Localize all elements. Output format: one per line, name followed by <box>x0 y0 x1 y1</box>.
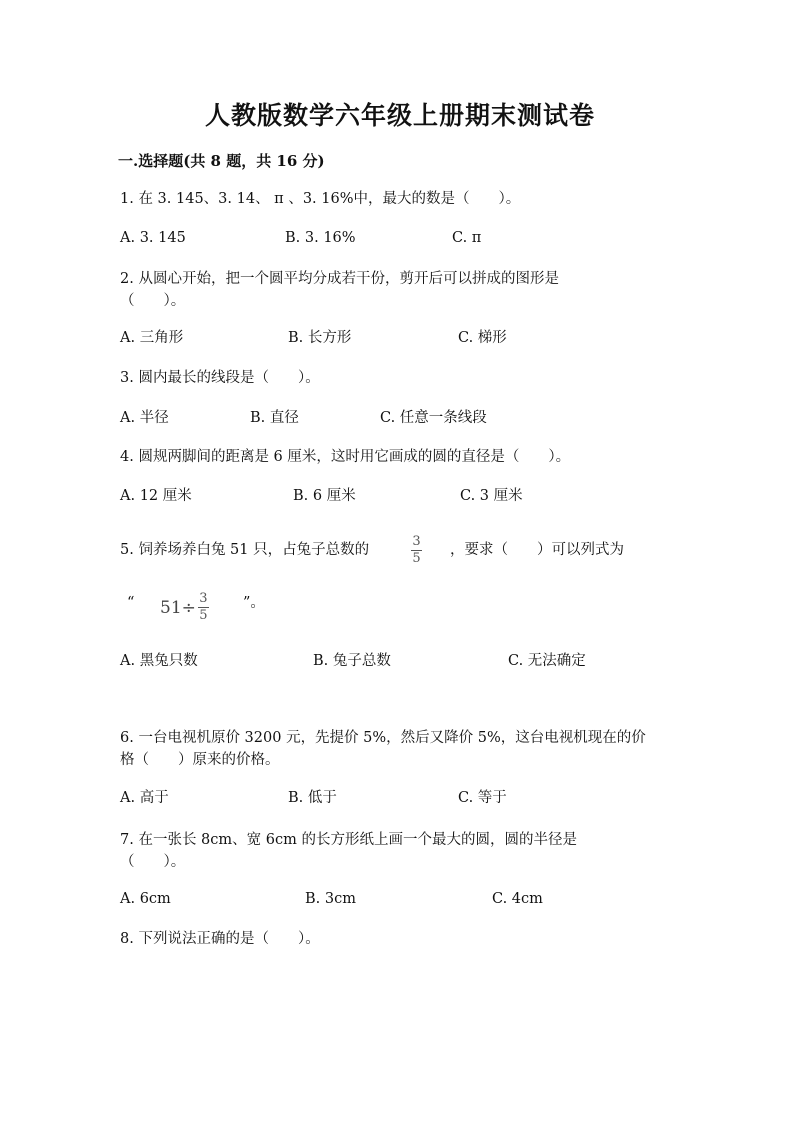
q4-option-a: A. 12 厘米 <box>120 488 192 504</box>
question-2-line-2: （ ）。 <box>120 293 186 309</box>
q3-option-c: C. 任意一条线段 <box>380 410 487 426</box>
q7-option-a: A. 6cm <box>120 891 171 907</box>
question-5-text-after: ，要求（ ）可以列式为 <box>450 542 624 558</box>
q1-option-b: B. 3. 16% <box>285 230 356 246</box>
q1-option-c: C. π <box>452 230 482 246</box>
fraction-denominator: 5 <box>412 551 421 566</box>
question-5-expression <box>160 592 209 623</box>
q5-option-a: A. 黑兔只数 <box>120 653 198 669</box>
q5-option-c: C. 无法确定 <box>508 653 586 669</box>
expression-denominator: 5 <box>199 608 208 623</box>
q3-option-b: B. 直径 <box>250 410 299 426</box>
q4-option-c: C. 3 厘米 <box>460 488 523 504</box>
question-8: 8. 下列说法正确的是（ ）。 <box>120 931 320 947</box>
question-3: 3. 圆内最长的线段是（ ）。 <box>120 370 320 386</box>
expression-close-quote: ”。 <box>243 595 265 611</box>
q1-option-a: A. 3. 145 <box>120 230 186 246</box>
q2-option-a: A. 三角形 <box>120 330 184 346</box>
section-heading: 一.选择题(共 8 题，共 16 分) <box>118 152 325 170</box>
q5-option-b: B. 兔子总数 <box>313 653 391 669</box>
expression-integer: 51÷ <box>160 597 196 618</box>
q6-option-b: B. 低于 <box>288 790 337 806</box>
q2-option-c: C. 梯形 <box>458 330 507 346</box>
question-5-fraction <box>411 535 422 566</box>
question-6-line-2: 格（ ）原来的价格。 <box>120 752 280 768</box>
question-6-line-1: 6. 一台电视机原价 3200 元，先提价 5%，然后又降价 5%，这台电视机现在的价 <box>120 730 646 746</box>
expression-fraction <box>198 592 209 623</box>
expression-numerator: 3 <box>199 591 208 606</box>
q7-option-c: C. 4cm <box>492 891 543 907</box>
q6-option-c: C. 等于 <box>458 790 507 806</box>
q7-option-b: B. 3cm <box>305 891 356 907</box>
question-7-line-2: （ ）。 <box>120 854 186 870</box>
fraction-numerator: 3 <box>412 534 421 549</box>
question-1: 1. 在 3. 145、3. 14、 π 、3. 16%中，最大的数是（ ）。 <box>120 191 521 207</box>
q2-option-b: B. 长方形 <box>288 330 352 346</box>
expression-open-quote: “ <box>127 595 135 611</box>
question-5-text-before: 5. 饲养场养白兔 51 只，占兔子总数的 <box>120 542 370 558</box>
q4-option-b: B. 6 厘米 <box>293 488 356 504</box>
question-4: 4. 圆规两脚间的距离是 6 厘米，这时用它画成的圆的直径是（ ）。 <box>120 449 571 465</box>
question-7-line-1: 7. 在一张长 8cm、宽 6cm 的长方形纸上画一个最大的圆，圆的半径是 <box>120 832 577 848</box>
page-title: 人教版数学六年级上册期末测试卷 <box>204 101 595 130</box>
question-2-line-1: 2. 从圆心开始，把一个圆平均分成若干份，剪开后可以拼成的图形是 <box>120 271 559 287</box>
q3-option-a: A. 半径 <box>120 410 169 426</box>
q6-option-a: A. 高于 <box>120 790 169 806</box>
